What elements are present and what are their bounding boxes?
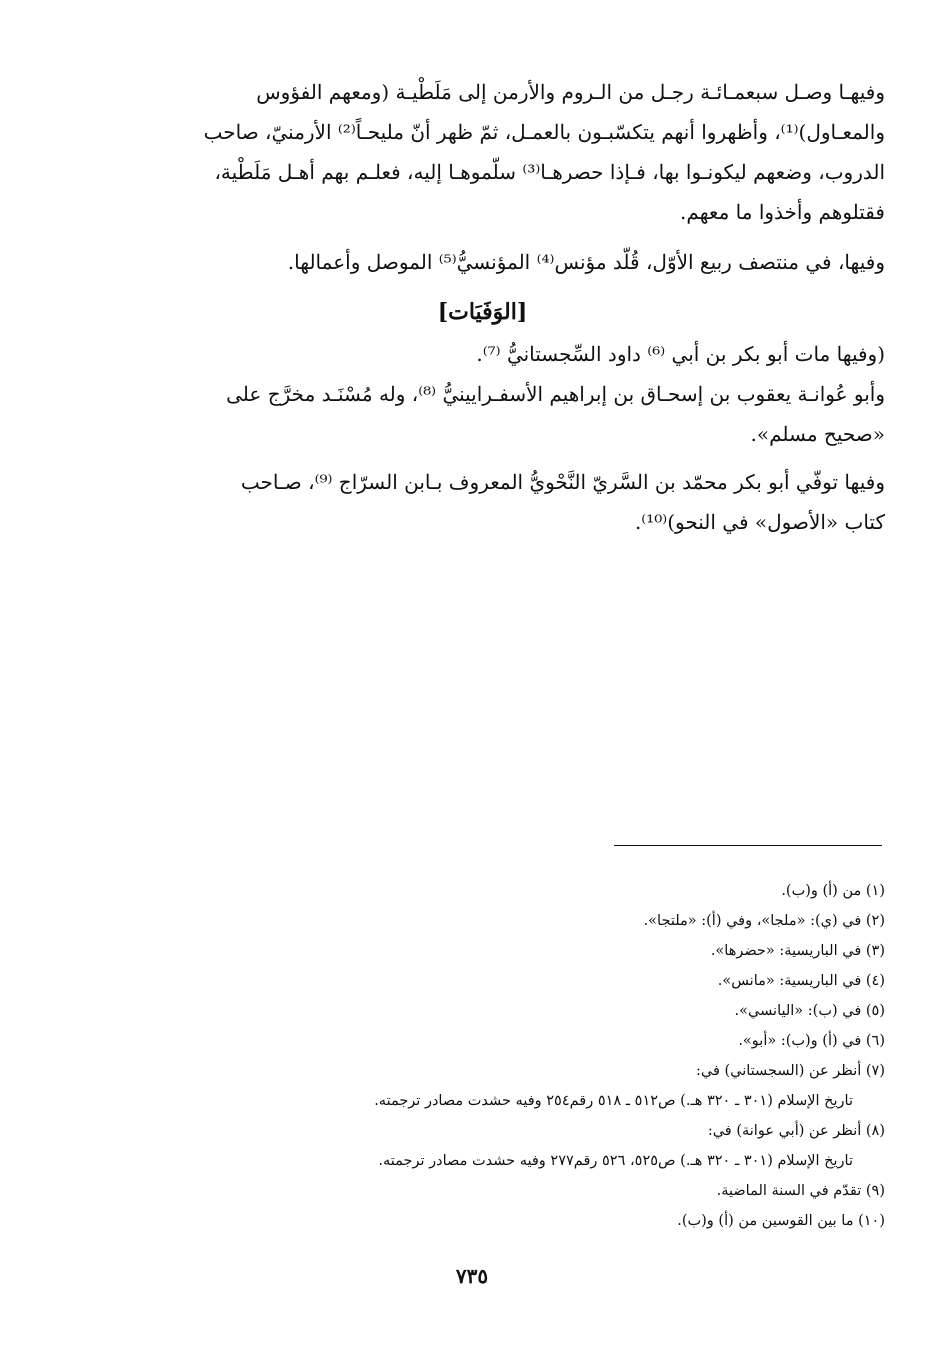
paragraph-malatya [80, 72, 885, 232]
text-line: وأبو عُوانـة يعقوب بن إسحـاق بن إبراهيم الأسفـرايينيُّ ⁽⁸⁾، وله مُسْنَـد مخرَّج على [226, 382, 885, 406]
text-line: كتاب «الأصول» في النحو)⁽¹⁰⁾. [634, 510, 885, 534]
text-line: وفيها، في منتصف ربيع الأوّل، قُلّد مؤنس⁽⁴⁾ المؤنسيُّ⁽⁵⁾ الموصل وأعمالها. [287, 250, 885, 274]
footnotes [160, 876, 885, 1236]
paragraph-munis [80, 242, 885, 282]
paragraph-ibn-sarraj [80, 462, 885, 542]
text-line: الدروب، وضعهم ليكونـوا بها، فـإذا حصرهـا⁽³⁾ سلّموهـا إليه، فعلـم بهم أهـل مَلَطْية، [214, 160, 885, 184]
main-text [80, 72, 885, 552]
footnote: (١٠) ما بين القوسين من (أ) و(ب). [677, 1213, 885, 1229]
footnote: (٩) تقدّم في السنة الماضية. [716, 1183, 885, 1199]
footnote: (٦) في (أ) و(ب): «أبو». [738, 1033, 885, 1049]
footnote: (١) من (أ) و(ب). [781, 883, 885, 899]
footnote: (٣) في الباريسية: «حضرها». [710, 943, 885, 959]
paragraph-deaths [80, 334, 885, 454]
text-line: والمعـاول)⁽¹⁾، وأظهروا أنهم يتكسّبـون بالعمـل، ثمّ ظهر أنّ مليحـاً⁽²⁾ الأرمنيّ، صاحب [203, 120, 885, 144]
text-line: «صحيح مسلم». [750, 422, 885, 446]
section-heading: [الوَفَيَات] [437, 299, 528, 325]
footnote-reference: تاريخ الإسلام (٣٠١ ـ ٣٢٠ هـ.) ص٥١٢ ـ ٥١٨ رقم٢٥٤ وفيه حشدت مصادر ترجمته. [374, 1093, 853, 1109]
footnote: (٤) في الباريسية: «مانس». [717, 973, 885, 989]
footnote: (٥) في (ب): «اليانسي». [734, 1003, 885, 1019]
footnote: (٨) أنظر عن (أبي عوانة) في: [707, 1123, 885, 1139]
footnote: (٧) أنظر عن (السجستاني) في: [695, 1063, 885, 1079]
text-line: (وفيها مات أبو بكر بن أبي ⁽⁶⁾ داود السِّجستانيُّ ⁽⁷⁾. [476, 342, 885, 366]
footnote-divider [614, 845, 882, 846]
text-line: وفيهـا وصـل سبعمـائـة رجـل من الـروم والأرمن إلى مَلَطْيـة (ومعهم الفؤوس [256, 80, 885, 104]
page-number: ٧٣٥ [455, 1264, 489, 1288]
text-line: فقتلوهم وأخذوا ما معهم. [680, 200, 885, 224]
footnote-reference: تاريخ الإسلام (٣٠١ ـ ٣٢٠ هـ.) ص٥٢٥، ٥٢٦ رقم٢٧٧ وفيه حشدت مصادر ترجمته. [378, 1153, 853, 1169]
footnote: (٢) في (ي): «ملجا»، وفي (أ): «ملتجا». [643, 913, 885, 929]
text-line: وفيها توفّي أبو بكر محمّد بن السَّريّ النَّحْويُّ المعروف بـابن السرّاج ⁽⁹⁾، صـاحب [240, 470, 885, 494]
